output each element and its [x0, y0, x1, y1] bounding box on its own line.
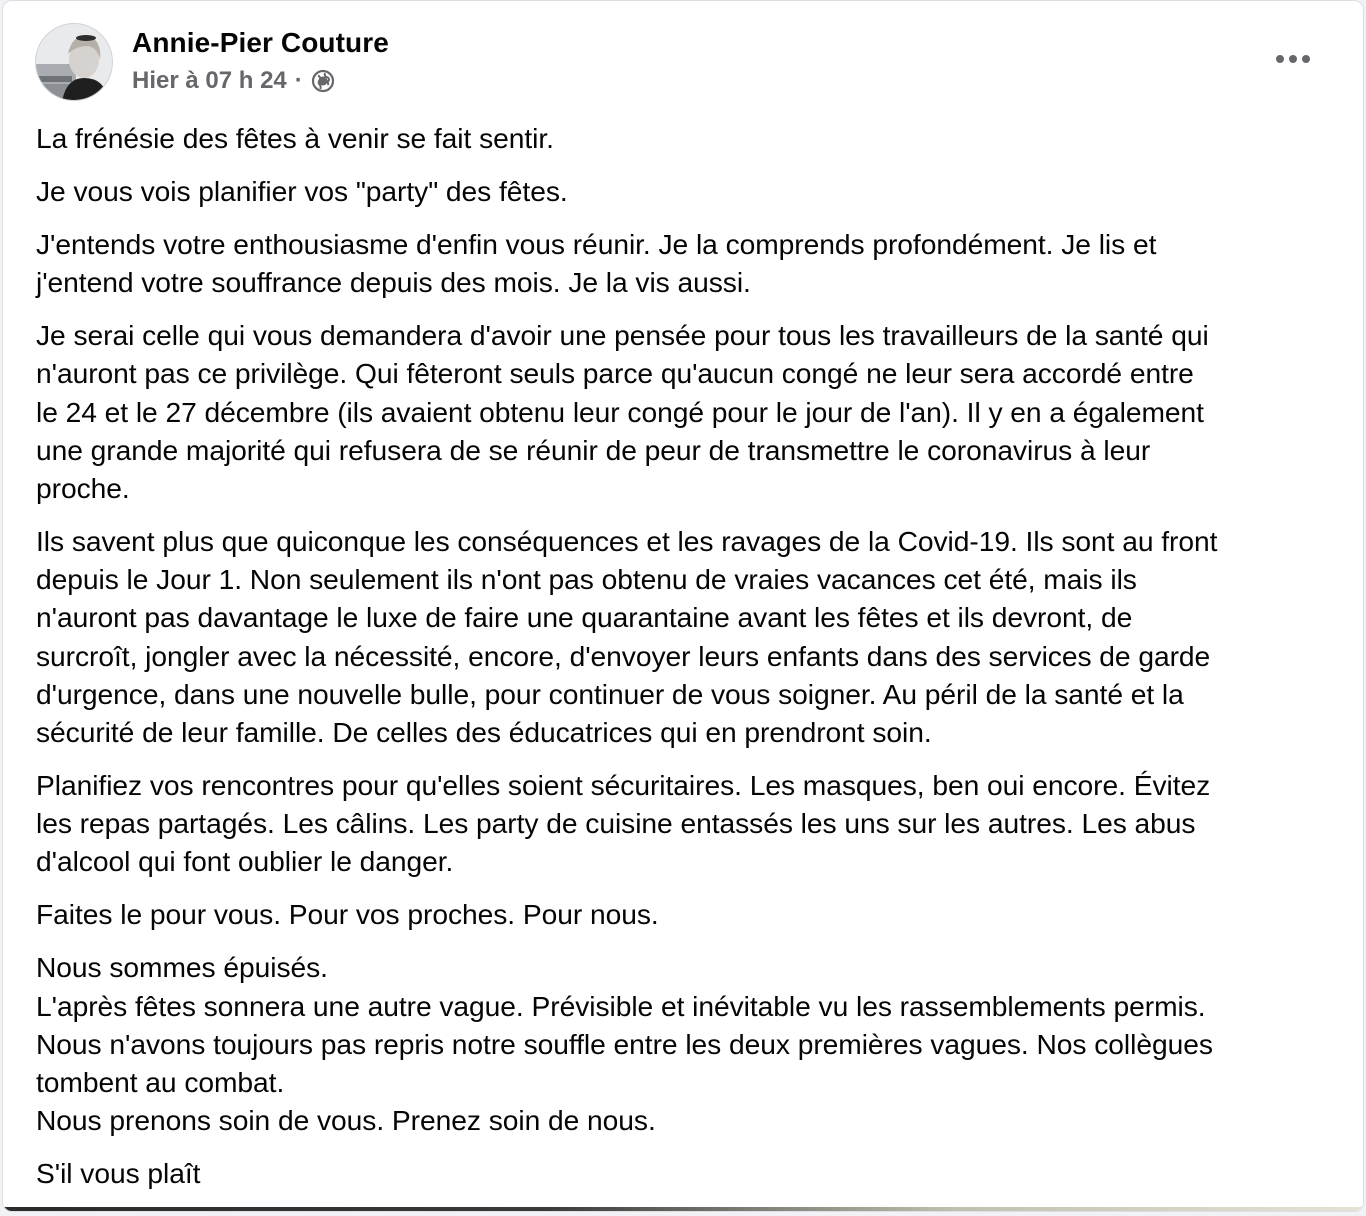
post-line: Nous sommes épuisés.	[36, 951, 328, 984]
attached-media-edge[interactable]	[3, 1207, 1363, 1211]
avatar[interactable]	[35, 23, 113, 101]
post-paragraph	[36, 522, 1336, 751]
post-paragraph	[36, 948, 1336, 1139]
post-line: L'après fêtes sonnera une autre vague. Prévisible et inévitable vu les rassemblements permis.	[36, 989, 1206, 1022]
post-line: Planifiez vos rencontres pour qu'elles soient sécuritaires. Les masques, ben oui encore. Évitez	[36, 769, 1211, 802]
post-paragraph	[36, 1154, 1336, 1192]
post-line: une grande majorité qui refusera de se réunir de peur de transmettre le coronavirus à leur	[36, 433, 1151, 466]
more-options-icon-dot	[1302, 55, 1310, 63]
post-line: n'auront pas ce privilège. Qui fêteront seuls parce qu'aucun congé ne leur sera accordé entre	[36, 357, 1194, 390]
post-line: La frénésie des fêtes à venir se fait sentir.	[36, 122, 554, 154]
post-line: surcroît, jongler avec la nécessité, encore, d'envoyer leurs enfants dans des services de garde	[36, 639, 1211, 672]
post-line: les repas partagés. Les câlins. Les party de cuisine entassés les uns sur les autres. Les abus	[36, 807, 1196, 840]
post-card	[2, 0, 1364, 1212]
more-options-icon	[1276, 55, 1284, 63]
post-line: Ils savent plus que quiconque les conséquences et les ravages de la Covid-19. Ils sont au front	[36, 525, 1218, 558]
post-line: Nous n'avons toujours pas repris notre souffle entre les deux premières vagues. Nos collègues	[36, 1027, 1213, 1060]
post-line: J'entends votre enthousiasme d'enfin vous réunir. Je la comprends profondément. Je lis et	[36, 228, 1157, 260]
post-header	[35, 21, 1335, 105]
meta-separator: ·	[294, 67, 303, 94]
post-body	[36, 119, 1336, 1207]
post-paragraph	[36, 225, 1336, 301]
post-paragraph	[36, 316, 1336, 507]
post-line: S'il vous plaît	[36, 1157, 201, 1190]
globe-icon[interactable]	[311, 69, 335, 93]
post-line: sécurité de leur famille. De celles des éducatrices qui en prendront soin.	[36, 716, 932, 749]
post-timestamp[interactable]: Hier à 07 h 24	[132, 67, 287, 94]
author-name[interactable]: Annie-Pier Couture	[132, 27, 389, 58]
post-line: Nous prenons soin de vous. Prenez soin de nous.	[36, 1104, 656, 1137]
post-paragraph	[36, 766, 1336, 881]
avatar-photo	[36, 24, 113, 101]
more-options-icon-dot	[1289, 55, 1297, 63]
post-paragraph	[36, 895, 1336, 933]
post-line: tombent au combat.	[36, 1066, 285, 1099]
post-line: j'entend votre souffrance depuis des mois. Je la vis aussi.	[36, 266, 751, 299]
post-line: le 24 et le 27 décembre (ils avaient obtenu leur congé pour le jour de l'an). Il y en a également	[36, 395, 1204, 428]
post-meta	[132, 67, 335, 95]
post-line: proche.	[36, 472, 130, 505]
post-line: Je vous vois planifier vos "party" des fêtes.	[36, 175, 568, 207]
post-line: depuis le Jour 1. Non seulement ils n'ont pas obtenu de vraies vacances cet été, mais ils	[36, 563, 1137, 596]
post-line: d'alcool qui font oublier le danger.	[36, 845, 454, 878]
post-paragraph	[36, 119, 1336, 157]
post-line: d'urgence, dans une nouvelle bulle, pour continuer de vous soigner. Au péril de la santé et la	[36, 677, 1184, 710]
post-line: Je serai celle qui vous demandera d'avoir une pensée pour tous les travailleurs de la santé qui	[36, 319, 1209, 352]
post-line: n'auront pas davantage le luxe de faire une quarantaine avant les fêtes et ils devront, de	[36, 601, 1133, 634]
post-paragraph	[36, 172, 1336, 210]
post-line: Faites le pour vous. Pour vos proches. Pour nous.	[36, 898, 659, 931]
more-options-button[interactable]	[1269, 47, 1317, 71]
